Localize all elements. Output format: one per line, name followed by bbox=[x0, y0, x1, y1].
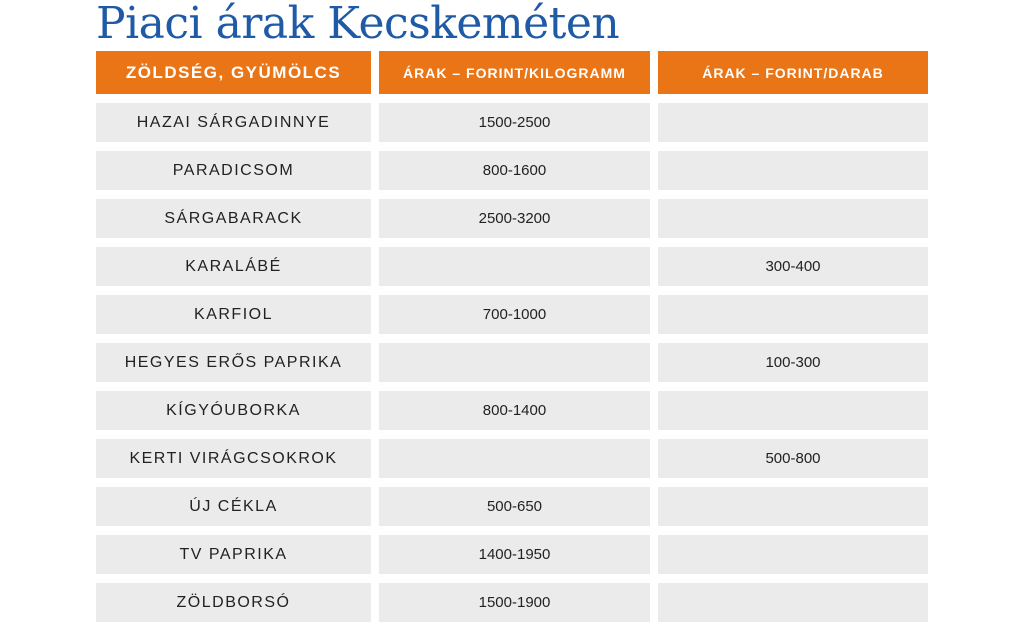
price-per-kg: 1500-2500 bbox=[379, 103, 650, 142]
table-row bbox=[96, 535, 928, 583]
price-per-piece bbox=[658, 199, 928, 238]
product-name: KÍGYÓUBORKA bbox=[96, 391, 371, 430]
header-price-per-piece: ÁRAK – FORINT/DARAB bbox=[658, 51, 928, 94]
price-per-kg: 800-1400 bbox=[379, 391, 650, 430]
price-per-kg: 800-1600 bbox=[379, 151, 650, 190]
table-row bbox=[96, 295, 928, 343]
table-header-row bbox=[96, 51, 928, 103]
table-row bbox=[96, 199, 928, 247]
price-per-piece bbox=[658, 151, 928, 190]
product-name: PARADICSOM bbox=[96, 151, 371, 190]
product-name: KERTI VIRÁGCSOKROK bbox=[96, 439, 371, 478]
price-table bbox=[96, 51, 928, 631]
product-name: ÚJ CÉKLA bbox=[96, 487, 371, 526]
table-row bbox=[96, 103, 928, 151]
price-per-piece: 500-800 bbox=[658, 439, 928, 478]
price-per-kg: 700-1000 bbox=[379, 295, 650, 334]
header-price-per-kg: ÁRAK – FORINT/KILOGRAMM bbox=[379, 51, 650, 94]
price-per-kg: 500-650 bbox=[379, 487, 650, 526]
page-title: Piaci árak Kecskeméten bbox=[96, 0, 620, 49]
table-row bbox=[96, 151, 928, 199]
product-name: ZÖLDBORSÓ bbox=[96, 583, 371, 622]
table-row bbox=[96, 583, 928, 631]
product-name: KARALÁBÉ bbox=[96, 247, 371, 286]
table-row bbox=[96, 391, 928, 439]
table-row bbox=[96, 343, 928, 391]
table-row bbox=[96, 439, 928, 487]
price-per-kg: 1500-1900 bbox=[379, 583, 650, 622]
product-name: HAZAI SÁRGADINNYE bbox=[96, 103, 371, 142]
price-per-piece bbox=[658, 535, 928, 574]
price-per-piece: 100-300 bbox=[658, 343, 928, 382]
table-row bbox=[96, 247, 928, 295]
price-per-piece bbox=[658, 391, 928, 430]
price-per-kg bbox=[379, 439, 650, 478]
price-per-kg bbox=[379, 247, 650, 286]
price-per-piece bbox=[658, 583, 928, 622]
price-per-piece bbox=[658, 103, 928, 142]
price-per-kg: 1400-1950 bbox=[379, 535, 650, 574]
product-name: KARFIOL bbox=[96, 295, 371, 334]
product-name: HEGYES ERŐS PAPRIKA bbox=[96, 343, 371, 382]
price-per-kg bbox=[379, 343, 650, 382]
product-name: TV PAPRIKA bbox=[96, 535, 371, 574]
price-per-piece bbox=[658, 295, 928, 334]
header-product: ZÖLDSÉG, GYÜMÖLCS bbox=[96, 51, 371, 94]
product-name: SÁRGABARACK bbox=[96, 199, 371, 238]
price-per-piece bbox=[658, 487, 928, 526]
price-per-piece: 300-400 bbox=[658, 247, 928, 286]
price-per-kg: 2500-3200 bbox=[379, 199, 650, 238]
table-row bbox=[96, 487, 928, 535]
